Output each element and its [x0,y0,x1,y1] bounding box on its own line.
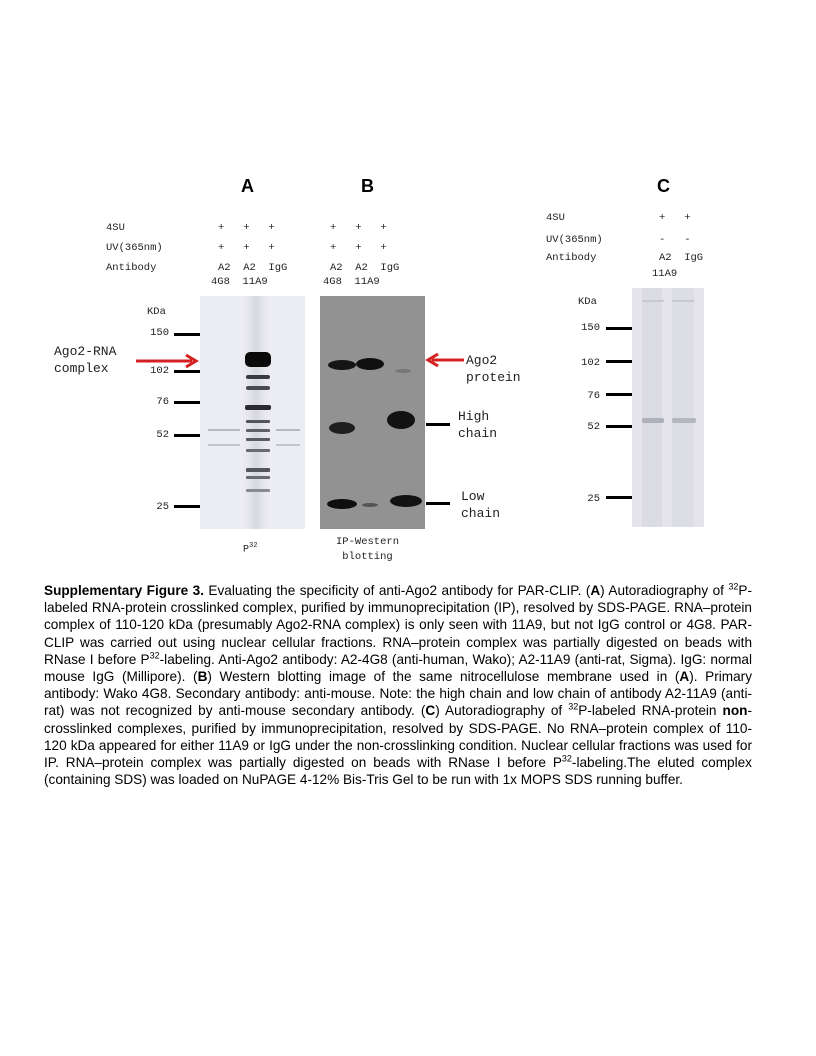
low-chain-label: Low chain [461,489,501,521]
high-chain-pointer [426,423,450,426]
marker-a-150: 150 [150,327,169,339]
marker-a-25: 25 [156,501,169,513]
marker-tick [606,393,632,396]
panel-a-clone-values: 4G8 11A9 [211,276,268,288]
p32-label: $P^{32}$ [243,542,258,556]
panel-c-row-label-4su: 4SU [546,212,565,224]
panel-a-antibody-values: A2 A2 IgG [218,262,288,274]
panel-c-row-label-antibody: Antibody [546,252,597,264]
arrow-left-icon [424,351,466,369]
gel-c-autoradiography [632,288,704,527]
marker-tick [174,370,200,373]
marker-a-102: 102 [150,365,169,377]
figure-caption: Supplementary Figure 3. Evaluating the specificity of anti-Ago2 antibody for PAR-CLIP. (A) Autoradiography of $^{32}$P-labeled RNA-protein crosslinked complex, purified by immunoprecipitation (IP), resolved by SDS-PAGE. RNA–protein complex of 110-120 kDa (presumably Ago2-RNA complex) is only seen with 11A9, but not IgG control or 4G8. PAR-CLIP was carried out using nuclear cellular fractions. RNA–protein complex was partially digested on beads with RNase I before $P^{32}$-labeling. Anti-Ago2 antibody: A2-4G8 (anti-human, Wako); A2-11A9 (anti-rat, Sigma). IgG: normal mouse IgG (Millipore). (B) Western blotting image of the same nitrocellulose membrane used in (A). Primary antibody: Wako 4G8. Secondary antibody: anti-mouse. Note: the high chain and low chain of antibody A2-11A9 (anti-rat) was not recognized by anti-mouse secondary antibody. (C) Autoradiography of $^{32}$P-labeled RNA-protein non-crosslinked complexes, purified by immunoprecipitation, resolved by SDS-PAGE. No RNA–protein complex of 110-120 kDa appeared for either 11A9 or IgG under the non-crosslinking condition. Nuclear cellular fractions was used for IP. RNA–protein complex was partially digested on beads with RNase I before $P^{32}-labeling.The$ eluted complex (containing SDS) was loaded on NuPAGE 4-12% Bis-Tris Gel to be run with 1x MOPS SDS running buffer. [44,581,753,788]
marker-tick [606,327,632,330]
marker-tick [174,333,200,336]
caption-title: Supplementary Figure 3. [44,583,204,598]
row-label-4su: 4SU [106,222,125,234]
panel-b-antibody-values: A2 A2 IgG [330,262,400,274]
marker-c-150: 150 [581,322,600,334]
panel-a-uv-values: + + + [218,242,275,254]
marker-tick [174,401,200,404]
low-chain-pointer [426,502,450,505]
panel-b-uv-values: + + + [330,242,387,254]
marker-tick [174,434,200,437]
marker-tick [606,425,632,428]
marker-tick [606,360,632,363]
kda-label-a: KDa [147,306,166,318]
panel-c-row-label-uv: UV(365nm) [546,234,603,246]
marker-c-52: 52 [587,421,600,433]
panel-a-4su-values: + + + [218,222,275,234]
panel-label-a: A [241,176,254,196]
panel-c-clone-values: 11A9 [652,268,678,280]
row-label-antibody: Antibody [106,262,157,274]
panel-b-clone-values: 4G8 11A9 [323,276,380,288]
marker-c-76: 76 [587,390,600,402]
ip-western-label: IP-Western blotting [336,536,400,563]
row-label-uv: UV(365nm) [106,242,163,254]
panel-c-antibody-values: A2 IgG [659,252,704,264]
gel-a-autoradiography [200,296,305,529]
gel-b-western-blot [320,296,425,529]
panel-b-4su-values: + + + [330,222,387,234]
marker-a-52: 52 [156,429,169,441]
marker-a-76: 76 [156,396,169,408]
panel-c-4su-values: + + [659,212,691,224]
arrow-right-icon [134,352,204,370]
panel-label-b: B [361,176,374,196]
panel-c-uv-values: - - [659,234,691,246]
marker-c-102: 102 [581,357,600,369]
ago2-rna-complex-label: Ago2-RNA complex [54,344,117,376]
ago2-protein-label: Ago2 protein [466,353,521,385]
marker-tick [174,505,200,508]
high-chain-label: High chain [458,409,498,441]
panel-label-c: C [657,176,670,196]
marker-c-25: 25 [587,493,600,505]
kda-label-c: KDa [578,296,597,308]
marker-tick [606,496,632,499]
